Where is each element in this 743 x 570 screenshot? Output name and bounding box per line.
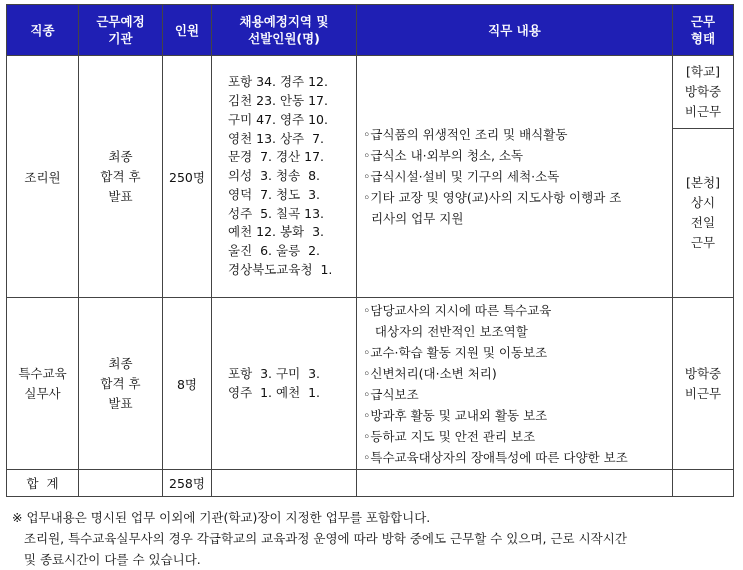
total-empty-agency — [79, 470, 163, 497]
region-cook: 포항 34. 경주 12. 김천 23. 안동 17. 구미 47. 영주 10. 영천 13. 상주 7. 문경 7. 경산 17. 의성 3. 청송 8. 영덕 7. 청도 3. 성주 5. 칠곡 13. 예천 12. 봉화 3. 울진 6. 울릉 2. 경상북도교육청 1. — [212, 56, 357, 298]
table-row-special-ed — [7, 298, 734, 470]
job-cook: 조리원 — [7, 56, 79, 298]
header-duty: 직무 내용 — [357, 5, 673, 56]
total-empty-region — [212, 470, 357, 497]
count-special-ed: 8명 — [163, 298, 212, 470]
total-label: 합 계 — [7, 470, 79, 497]
header-row — [7, 5, 734, 56]
work-type-office: [본청] 상시 전일 근무 — [686, 175, 720, 250]
agency-special-ed: 최종 합격 후 발표 — [79, 298, 163, 470]
duty-cook: ◦급식품의 위생적인 조리 및 배식활동 ◦급식소 내·외부의 청소, 소독 ◦급식시설·설비 및 기구의 세척·소독 ◦기타 교장 및 영양(교)사의 지도사항 이행과 조 리사의 업무 지원 — [357, 56, 673, 298]
header-count: 인원 — [163, 5, 212, 56]
work-type-school: [학교] 방학중 비근무 — [673, 56, 733, 129]
table-row-cook — [7, 56, 734, 298]
recruitment-table — [6, 4, 734, 497]
job-special-ed: 특수교육 실무사 — [7, 298, 79, 470]
footnotes — [12, 507, 627, 570]
region-special-ed: 포항 3. 구미 3. 영주 1. 예천 1. — [212, 298, 357, 470]
footnote-line: 조리원, 특수교육실무사의 경우 각급학교의 교육과정 운영에 따라 방학 중에도 근무할 수 있으며, 근로 시작시간 — [12, 531, 627, 546]
footnote-line: 및 종료시간이 다를 수 있습니다. — [12, 552, 201, 567]
total-empty-duty — [357, 470, 673, 497]
duty-special-ed: ◦담당교사의 지시에 따른 특수교육 대상자의 전반적인 보조역할 ◦교수·학습 활동 지원 및 이동보조 ◦신변처리(대·소변 처리) ◦급식보조 ◦방과후 활동 및 교내외 활동 보조 ◦등하교 지도 및 안전 관리 보조 ◦특수교육대상자의 장애특성에 따른 다양한 보조 — [357, 298, 673, 470]
count-cook: 250명 — [163, 56, 212, 298]
work-type-special-ed: 방학중 비근무 — [673, 298, 734, 470]
header-job: 직종 — [7, 5, 79, 56]
work-type-cook — [673, 56, 734, 298]
total-empty-work — [673, 470, 734, 497]
footnote-line: ※ 업무내용은 명시된 업무 이외에 기관(학교)장이 지정한 업무를 포함합니다. — [12, 510, 431, 525]
header-agency: 근무예정 기관 — [79, 5, 163, 56]
table-row-total — [7, 470, 734, 497]
header-region: 채용예정지역 및 선발인원(명) — [212, 5, 357, 56]
header-work-type: 근무 형태 — [673, 5, 734, 56]
total-count: 258명 — [163, 470, 212, 497]
agency-cook: 최종 합격 후 발표 — [79, 56, 163, 298]
